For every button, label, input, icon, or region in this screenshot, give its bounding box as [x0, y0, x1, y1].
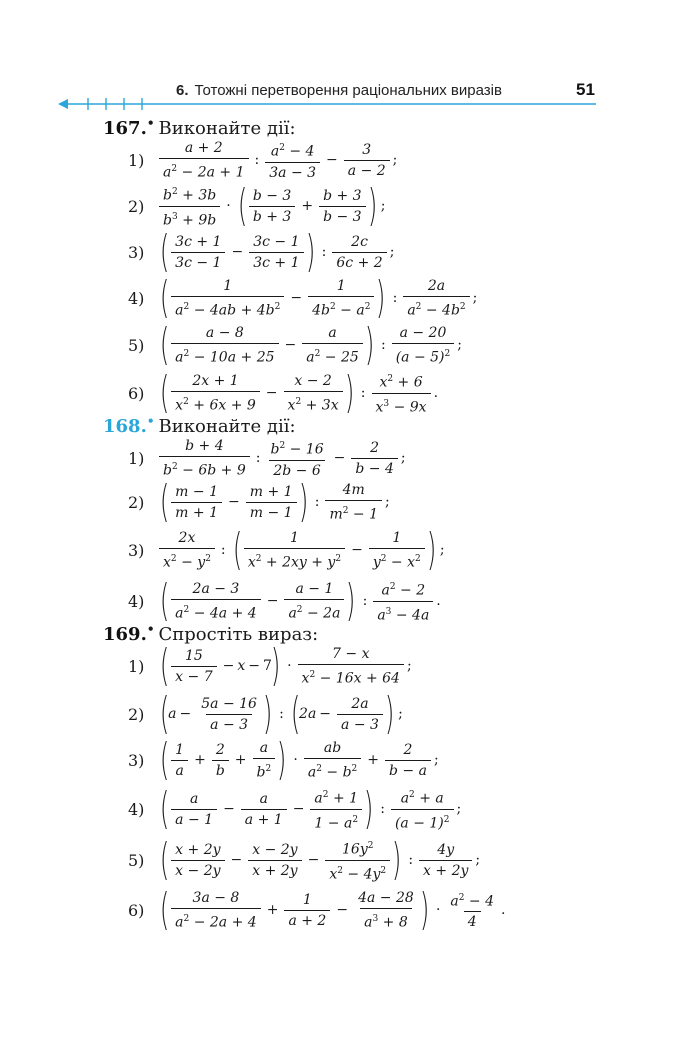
exercise-169-item-5: 5) ( $\frac{x + 2y}{x - 2y}$ − $\frac{x - 2y}{x + 2y}$ − $\frac{16y^2}{x^2 - 4y^2}$ ) : $\frac{4y}{x + 2y}$ ; [128, 834, 481, 886]
exercise-167-item-6: 6) ( $\frac{2x + 1}{x^2 + 6x + 9}$ − $\frac{x - 2}{x^2 + 3x}$ ) : $\frac{x^2 + 6}{x^3 - 9x}$ . [128, 367, 439, 419]
exercise-number: 167. [103, 118, 147, 139]
exercise-number: 169. [103, 624, 147, 645]
exercise-instruction: Виконайте дії: [158, 118, 296, 139]
page-number: 51 [576, 80, 595, 99]
exercise-168-item-3: 3) $\frac{2x}{x^2 - y^2}$ : ( $\frac{1}{x^2 + 2xy + y^2}$ − $\frac{1}{y^2 - x^2}$ ) ; [128, 524, 445, 575]
exercise-instruction: Виконайте дії: [158, 416, 296, 437]
exercise-169-item-3: 3) ( $\frac{1}{a}$ + $\frac{2}{b}$ + $\frac{a}{b^2}$ ) · $\frac{ab}{a^2 - b^2}$ + $\frac{2}{b - a}$ ; [128, 734, 439, 785]
exercise-169-item-2: 2) ( a − $\frac{5a - 16}{a - 3}$ ) : ( 2a − $\frac{2a}{a - 3}$ ) ; [128, 688, 403, 739]
exercise-169-heading: 169.• Спростіть вираз: [103, 622, 319, 645]
header-ruler-decoration [58, 97, 598, 111]
exercise-167-item-3: 3) ( $\frac{3c + 1}{3c - 1}$ − $\frac{3c - 1}{3c + 1}$ ) : $\frac{2c}{6c + 2}$ ; [128, 226, 395, 277]
exercise-168-item-4: 4) ( $\frac{2a - 3}{a^2 - 4a + 4}$ − $\frac{a - 1}{a^2 - 2a}$ ) : $\frac{a^2 - 2}{a^3 - 4a}$ . [128, 575, 441, 627]
exercise-168-item-1: 1) $\frac{b + 4}{b^2 - 6b + 9}$ : $\frac{b^2 - 16}{2b - 6}$ − $\frac{2}{b - 4}$ ; [128, 438, 406, 479]
exercise-167-item-1: 1) $\frac{a + 2}{a^2 - 2a + 1}$ : $\frac{a^2 - 4}{3a - 3}$ − $\frac{3}{a - 2}$ ; [128, 140, 398, 181]
exercise-167-item-4: 4) ( $\frac{1}{a^2 - 4ab + 4b^2}$ − $\frac{1}{4b^2 - a^2}$ ) : $\frac{2a}{a^2 - 4b^2}$ ; [128, 272, 478, 323]
section-number: 6. [176, 82, 189, 99]
exercise-169-item-1: 1) ( $\frac{15}{x - 7}$ − x − 7 ) · $\frac{7 - x}{x^2 - 16x + 64}$ ; [128, 640, 412, 691]
exercise-167-heading: 167.• Виконайте дії: [103, 116, 296, 139]
exercise-167-item-2: 2) $\frac{b^2 + 3b}{b^3 + 9b}$ · ( $\frac{b - 3}{b + 3}$ + $\frac{b + 3}{b - 3}$ ) ; [128, 180, 386, 232]
exercise-167-item-5: 5) ( $\frac{a - 8}{a^2 - 10a + 25}$ − $\frac{a}{a^2 - 25}$ ) : $\frac{a - 20}{(a - 5)^2}$ ; [128, 319, 462, 370]
section-title: Тотожні перетворення раціональних виразів [194, 82, 502, 99]
exercise-instruction: Спростіть вираз: [158, 624, 319, 645]
exercise-168-heading: 168.• Виконайте дії: [103, 414, 296, 437]
exercise-169-item-6: 6) ( $\frac{3a - 8}{a^2 - 2a + 4}$ + $\frac{1}{a + 2}$ − $\frac{4a - 28}{a^3 + 8}$ ) · $\frac{a^2 - 4}{4}$ . [128, 884, 506, 935]
exercise-number: 168. [103, 416, 147, 437]
exercise-168-item-2: 2) ( $\frac{m - 1}{m + 1}$ − $\frac{m + 1}{m - 1}$ ) : $\frac{4m}{m^2 - 1}$ ; [128, 476, 390, 527]
exercise-169-item-4: 4) ( $\frac{a}{a - 1}$ − $\frac{a}{a + 1}$ − $\frac{a^2 + 1}{1 - a^2}$ ) : $\frac{a^2 + a}{(a - 1)^2}$ ; [128, 783, 462, 835]
